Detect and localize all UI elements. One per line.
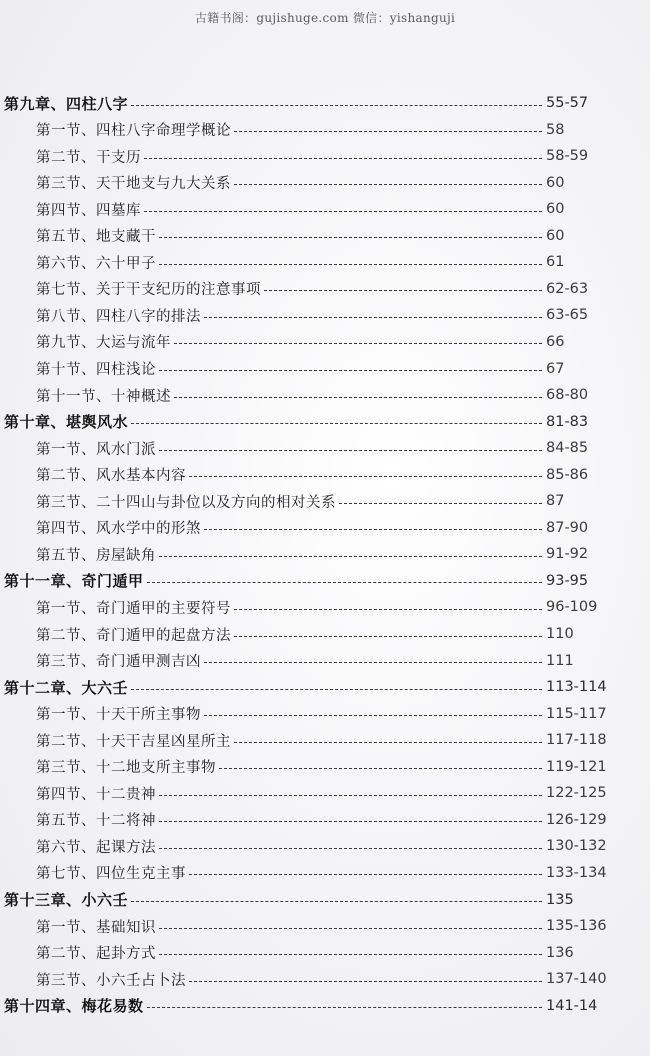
toc-section-row xyxy=(36,331,618,353)
toc-page-number: 60 xyxy=(546,201,565,218)
toc-entry-title: 第八节、四柱八字的排法 xyxy=(36,308,201,325)
dotted-leader xyxy=(159,237,542,238)
toc-entry-title: 第二节、干支历 xyxy=(36,149,141,166)
dotted-leader xyxy=(189,476,542,477)
toc-page-number: 58-59 xyxy=(546,148,589,165)
toc-page-number: 111 xyxy=(546,652,574,669)
toc-chapter-row xyxy=(4,570,618,592)
watermark: 古籍书阁：gujishuge.com 微信：yishanguji xyxy=(194,11,456,25)
toc-entry-title: 第三节、小六壬占卜法 xyxy=(36,972,186,989)
dotted-leader xyxy=(204,317,542,318)
toc-entry-title: 第十四章、梅花易数 xyxy=(4,997,144,1016)
toc-entry-title: 第五节、十二将神 xyxy=(36,813,156,830)
toc-entry-title: 第二节、十天干吉星凶星所主 xyxy=(36,733,231,750)
toc-page-number: 136 xyxy=(546,944,574,961)
toc-page-number: 55-57 xyxy=(546,95,589,111)
toc-page-number: 85-86 xyxy=(546,466,589,483)
toc-page-number: 63-65 xyxy=(546,307,589,324)
dotted-leader xyxy=(189,874,542,875)
toc-page-number: 115-117 xyxy=(546,705,607,722)
toc-entry-title: 第七节、四位生克主事 xyxy=(36,866,186,883)
toc-chapter-row xyxy=(4,889,618,911)
toc-page-number: 130-132 xyxy=(546,838,607,855)
toc-section-row xyxy=(36,384,618,406)
toc-page-number: 122-125 xyxy=(546,785,607,802)
dotted-leader xyxy=(147,1007,542,1008)
dotted-leader xyxy=(159,848,542,849)
toc-page-number: 133-134 xyxy=(546,864,607,881)
dotted-leader xyxy=(174,397,542,398)
toc-section-row xyxy=(36,278,618,300)
dotted-leader xyxy=(234,184,542,185)
dotted-leader xyxy=(159,954,542,955)
toc-section-row xyxy=(36,172,618,194)
toc-entry-title: 第三节、二十四山与卦位以及方向的相对关系 xyxy=(36,494,336,511)
toc-entry-title: 第五节、地支藏干 xyxy=(36,229,156,246)
toc-page-number: 87-90 xyxy=(546,519,589,536)
toc-page-number: 67 xyxy=(546,360,565,377)
dotted-leader xyxy=(131,105,542,106)
toc-entry-title: 第二节、起卦方式 xyxy=(36,946,156,963)
toc-chapter-row xyxy=(4,676,618,698)
toc-entry-title: 第一节、四柱八字命理学概论 xyxy=(36,123,231,140)
toc-section-row xyxy=(36,225,618,247)
dotted-leader xyxy=(159,795,542,796)
dotted-leader xyxy=(204,662,542,663)
toc-section-row xyxy=(36,862,618,884)
toc-section-row xyxy=(36,835,618,857)
toc-entry-title: 第一节、十天干所主事物 xyxy=(36,707,201,724)
dotted-leader xyxy=(159,556,542,557)
toc-page-number: 141-14 xyxy=(546,997,598,1014)
toc-page-number: 91-92 xyxy=(546,546,589,563)
dotted-leader xyxy=(147,582,542,583)
toc-page-number: 126-129 xyxy=(546,811,607,828)
toc-section-row xyxy=(36,543,618,565)
toc-entry-title: 第九节、大运与流年 xyxy=(36,335,171,352)
dotted-leader xyxy=(174,343,542,344)
dotted-leader xyxy=(264,290,542,291)
dotted-leader xyxy=(159,821,542,822)
toc-page-number: 58 xyxy=(546,121,565,138)
toc-entry-title: 第二节、奇门遁甲的起盘方法 xyxy=(36,627,231,644)
dotted-leader xyxy=(144,158,542,159)
toc-chapter-row xyxy=(4,411,618,433)
toc-section-row xyxy=(36,358,618,380)
toc-section-row xyxy=(36,729,618,751)
toc-section-row xyxy=(36,596,618,618)
toc-section-row xyxy=(36,304,618,326)
toc-page-number: 110 xyxy=(546,626,574,642)
toc-page-number: 60 xyxy=(546,174,565,191)
toc-page-number: 137-140 xyxy=(546,971,607,988)
dotted-leader xyxy=(339,503,542,504)
dotted-leader xyxy=(234,131,542,132)
toc-entry-title: 第四节、风水学中的形煞 xyxy=(36,521,201,538)
toc-entry-title: 第二节、风水基本内容 xyxy=(36,468,186,485)
toc-entry-title: 第十章、堪舆风水 xyxy=(4,413,129,432)
toc-entry-title: 第一节、风水门派 xyxy=(36,441,156,458)
toc-entry-title: 第六节、起课方法 xyxy=(36,839,156,856)
toc-page-number: 93-95 xyxy=(546,572,589,589)
toc-section-row xyxy=(36,145,618,167)
toc-entry-title: 第十二章、大六壬 xyxy=(4,678,129,697)
toc-entry-title: 第三节、奇门遁甲测吉凶 xyxy=(36,654,201,671)
toc-section-row xyxy=(36,809,618,831)
toc-page-number: 81-83 xyxy=(546,413,589,430)
toc-page-number: 113-114 xyxy=(546,679,607,696)
toc-chapter-row xyxy=(4,92,618,114)
toc-section-row xyxy=(36,942,618,964)
toc-page-number: 135 xyxy=(546,891,574,908)
toc-entry-title: 第十一章、奇门遁甲 xyxy=(4,572,144,591)
toc-entry-title: 第四节、十二贵神 xyxy=(36,786,156,803)
toc-section-row xyxy=(36,119,618,141)
toc-page-number: 119-121 xyxy=(546,758,607,775)
toc-page-number: 68-80 xyxy=(546,387,589,404)
dotted-leader xyxy=(131,689,542,690)
toc-section-row xyxy=(36,198,618,220)
dotted-leader xyxy=(189,981,542,982)
toc-page-number: 135-136 xyxy=(546,918,607,935)
dotted-leader xyxy=(144,211,542,212)
dotted-leader xyxy=(159,450,542,451)
toc-section-row xyxy=(36,517,618,539)
toc-section-row xyxy=(36,650,618,672)
toc-section-row xyxy=(36,703,618,725)
dotted-leader xyxy=(234,636,542,637)
dotted-leader xyxy=(159,370,542,371)
toc-page-number: 117-118 xyxy=(546,732,607,749)
toc-page-number: 62-63 xyxy=(546,280,589,297)
toc-page-number: 61 xyxy=(546,254,565,271)
dotted-leader xyxy=(131,901,542,902)
toc-entry-title: 第一节、奇门遁甲的主要符号 xyxy=(36,600,231,617)
toc-section-row xyxy=(36,968,618,990)
dotted-leader xyxy=(159,928,542,929)
toc-page-number: 96-109 xyxy=(546,599,598,616)
toc-page-number: 66 xyxy=(546,333,565,350)
dotted-leader xyxy=(234,609,542,610)
toc-page-number: 60 xyxy=(546,227,565,244)
toc-entry-title: 第十节、四柱浅论 xyxy=(36,362,156,378)
dotted-leader xyxy=(219,768,542,769)
toc-section-row xyxy=(36,251,618,273)
toc-entry-title: 第三节、天干地支与九大关系 xyxy=(36,176,231,193)
toc-section-row xyxy=(36,437,618,459)
toc-entry-title: 第七节、关于干支纪历的注意事项 xyxy=(36,282,261,299)
toc-chapter-row xyxy=(4,995,618,1017)
toc-section-row xyxy=(36,464,618,486)
toc-entry-title: 第一节、基础知识 xyxy=(36,919,156,936)
toc-section-row xyxy=(36,490,618,512)
dotted-leader xyxy=(131,423,542,424)
toc-section-row xyxy=(36,623,618,645)
dotted-leader xyxy=(159,264,542,265)
dotted-leader xyxy=(204,529,542,530)
toc-entry-title: 第三节、十二地支所主事物 xyxy=(36,760,216,777)
toc-page-number: 84-85 xyxy=(546,440,589,457)
toc-section-row xyxy=(36,915,618,937)
dotted-leader xyxy=(234,742,542,743)
toc-entry-title: 第五节、房屋缺角 xyxy=(36,547,156,564)
toc-entry-title: 第四节、四墓库 xyxy=(36,202,141,219)
toc-entry-title: 第十三章、小六壬 xyxy=(4,891,129,909)
toc-entry-title: 第十一节、十神概述 xyxy=(36,388,171,405)
toc-page-number: 87 xyxy=(546,493,565,510)
toc-section-row xyxy=(36,756,618,778)
toc-entry-title: 第九章、四柱八字 xyxy=(4,94,129,113)
toc-section-row xyxy=(36,782,618,804)
toc-entry-title: 第六节、六十甲子 xyxy=(36,255,156,272)
dotted-leader xyxy=(204,715,542,716)
